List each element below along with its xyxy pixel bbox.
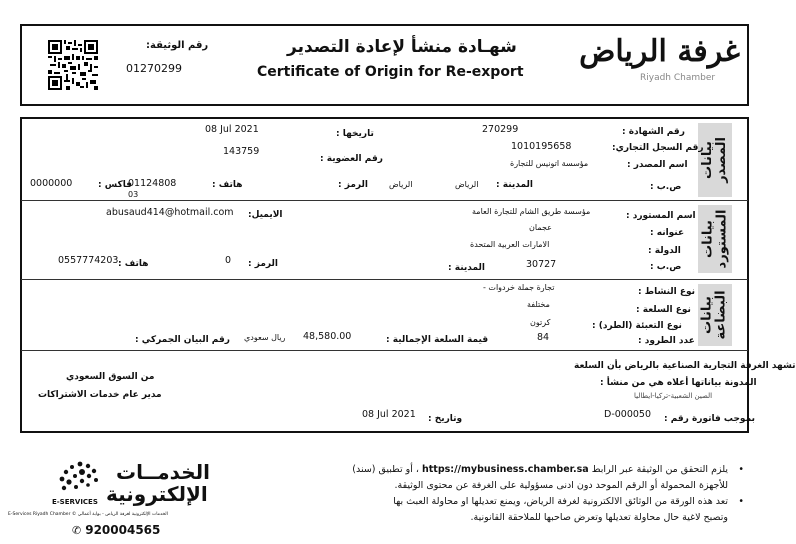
eservices-dots-icon (58, 460, 100, 496)
customs-label: رقم البيان الجمركي : (135, 335, 230, 345)
invoice-label: بموجب فاتورة رقم : (664, 414, 755, 424)
packages-label: عدد الطرود : (638, 336, 695, 346)
exporter-phone-value: 01124808 (128, 178, 177, 189)
cert-no-label: رقم الشهادة : (622, 127, 685, 137)
bullet-icon: • (738, 464, 744, 475)
total-value-label: قيمة السلعة الإجمالية : (386, 335, 489, 345)
importer-pobox-value: 30727 (526, 259, 557, 270)
origin-value: الصين الشعبية-تركيا-ايطاليا (634, 392, 713, 400)
doc-number-value: 01270299 (126, 62, 182, 75)
eservices-logo (8, 452, 220, 532)
exporter-zip-label: الرمز : (338, 180, 368, 190)
footer-notes (330, 462, 746, 526)
footer-phone[interactable]: ✆ 920004565 (72, 523, 161, 537)
packages-value: 84 (537, 332, 550, 343)
attestation-line2: المدونة بياناتها أعلاه هي من منشأ : (600, 378, 757, 388)
importer-name-value: مؤسسة طريق الشام للتجارة العامة (472, 207, 591, 216)
exporter-name-label: اسم المصدر : (627, 160, 688, 170)
importer-name-label: اسم المستورد : (626, 211, 696, 221)
goods-type-label: نوع السلعة : (636, 305, 691, 315)
packing-label: نوع التعبئة (الطرد) : (592, 321, 682, 331)
eservices-en: E-SERVICES (52, 498, 98, 506)
importer-country-value: الامارات العربية المتحدة (470, 240, 550, 249)
importer-phone-value: 0557774203 (58, 255, 119, 266)
exporter-section-tab: بيانات المصدر (698, 123, 732, 197)
date-label: تاريخها : (336, 129, 374, 139)
email-value: abusaud414@hotmail.com (106, 207, 234, 218)
email-label: الايميل: (248, 210, 283, 220)
logo-en-text: Riyadh Chamber (640, 73, 716, 83)
title-en: Certificate of Origin for Re-export (257, 64, 524, 80)
footer-note-2: • تعد هذه الورقة من الوثائق الالكترونية لغرفة الرياض، ويمنع تعديلها او محاولة العبث بها وتصبح لاغية حال محاولة تعديلها وتعرض صاحبها للملاحقة القانونية. (393, 496, 744, 523)
signer-line2: مدير عام خدمات الاشتراكات (38, 390, 162, 400)
date-value: 08 Jul 2021 (205, 124, 259, 135)
importer-address-label: عنوانه : (650, 228, 685, 238)
importer-zip-label: الرمز : (248, 259, 278, 269)
attestation-line1: تشهد الغرفة التجارية الصناعية بالرياض بأن السلعة (574, 361, 796, 371)
importer-zip-value: 0 (225, 255, 232, 266)
attestation-date-label: وتاريخ : (428, 414, 463, 424)
importer-pobox-label: ص.ب : (650, 262, 682, 272)
divider-importer (21, 279, 748, 280)
membership-label: رقم العضوية : (320, 154, 383, 164)
attestation-date-value: 08 Jul 2021 (362, 409, 416, 420)
logo-ar-text: غرفة الرياض (579, 34, 740, 69)
exporter-phone-label: هاتف : (212, 180, 243, 190)
eservices-ar-line2: الإلكترونية (106, 482, 208, 506)
cr-label: رقم السجل التجاري: (612, 143, 704, 153)
riyadh-chamber-logo (579, 32, 740, 92)
divider-goods (21, 350, 748, 351)
eservices-small: E-Services Riyadh Chamber © الخدمات الإلكترونية لغرفة الرياض - بوابة أعمالي (8, 512, 168, 517)
exporter-name-value: مؤسسة اتونيس للتجارة (510, 159, 589, 168)
activity-label: نوع النشاط : (638, 287, 696, 297)
exporter-zip-value: الرياض (389, 180, 413, 189)
importer-phone-label: هاتف : (118, 259, 149, 269)
verification-link[interactable]: https://mybusiness.chamber.sa (421, 464, 589, 475)
importer-section-tab: بيانات المستورد (698, 205, 732, 273)
invoice-value: D-000050 (604, 409, 652, 420)
total-value: 48,580.00 (303, 331, 352, 342)
exporter-phone-ext: 03 (128, 190, 139, 199)
activity-value: تجارة جملة خردوات - (483, 283, 555, 292)
title-ar: شهـادة منشأ لإعادة التصدير (287, 37, 517, 57)
importer-city-label: المدينة : (448, 263, 485, 273)
exporter-city-value: الرياض (455, 180, 479, 189)
currency-value: ريال سعودي (244, 333, 286, 342)
importer-country-label: الدولة : (648, 246, 681, 256)
cr-value: 1010195658 (511, 141, 572, 152)
footer-note-1: • يلزم التحقق من الوثيقة عبر الرابط https://mybusiness.chamber.sa ، أو تطبيق (سند) للأجهزة المحمولة أو الرقم الموحد دون ادنى مسؤولية على الغرفة عن محتوى الوثيقة. (352, 464, 744, 491)
goods-type-value: مختلفة (527, 300, 550, 309)
exporter-city-label: المدينة : (496, 180, 533, 190)
phone-icon: ✆ (72, 523, 82, 537)
packing-value: كرتون (530, 318, 551, 327)
importer-address-value: عجمان (529, 223, 552, 232)
exporter-fax-label: فاكس : (98, 180, 132, 190)
qr-code[interactable] (48, 40, 98, 90)
signer-line1: من السوق السعودي (66, 372, 155, 382)
bullet-icon: • (738, 496, 744, 507)
goods-section-tab: بيانات البضاعة (698, 284, 732, 346)
exporter-pobox-label: ص.ب : (650, 182, 682, 192)
divider-exporter (21, 200, 748, 201)
membership-value: 143759 (223, 146, 260, 157)
exporter-fax-value: 0000000 (30, 178, 73, 189)
cert-no-value: 270299 (482, 124, 519, 135)
doc-number-label: رقم الوثيقة: (146, 40, 209, 51)
eservices-ar-line1: الخدمــات (116, 460, 210, 484)
